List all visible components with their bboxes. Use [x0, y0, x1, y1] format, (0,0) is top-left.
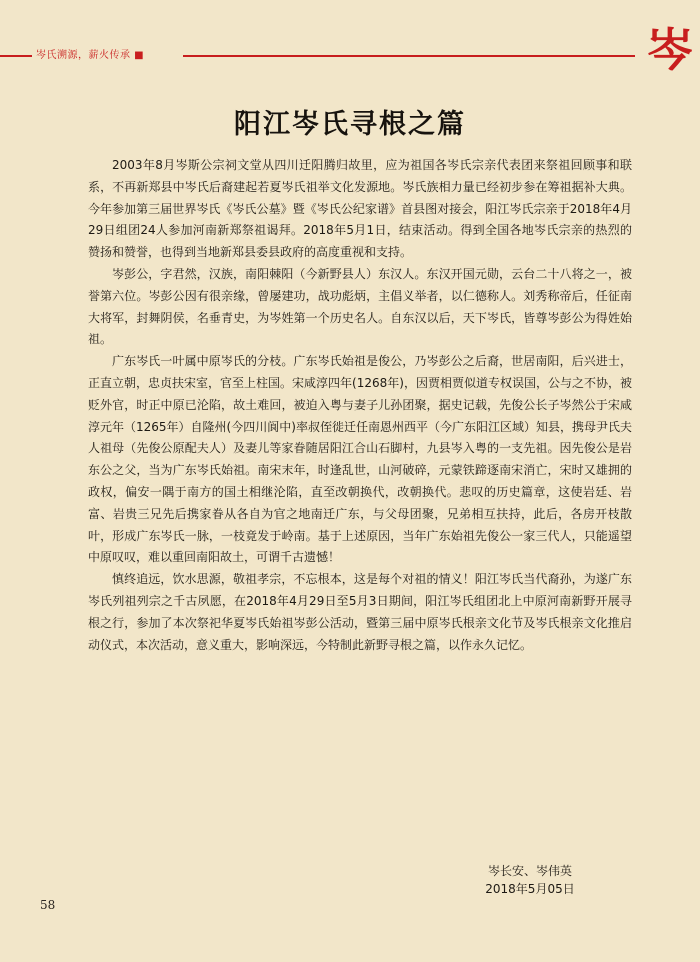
paragraph: 2003年8月岑斯公宗祠文堂从四川迁阳腾归故里，应为祖国各岑氏宗亲代表团来祭祖回顾事和联系，不再新郑县中岑氏后裔建起若夏岑氏祖举文化发源地。岑氏族相力量已经初步参在筹祖据补大典。今年参加第三届世界岑氏《岑氏公墓》暨《岑氏公纪家谱》首县图对接会，阳江岑氏宗亲于2018年4月29日组团24人参加河南新郑祭祖谒拜。2018年5月1日，结束活动。得到全国各地岑氏宗亲的热烈的赞扬和赞誉，也得到当地新郑县委县政府的高度重视和支持。 — [88, 158, 632, 260]
header-logo: 岑 — [647, 23, 693, 77]
header-label: 岑氏溯源，薪火传承 ■ — [36, 50, 145, 61]
header-rule-left — [0, 55, 32, 57]
header-rule-right — [183, 55, 635, 57]
paragraph: 岑彭公，字君然，汉族，南阳棘阳（今新野县人）东汉人。东汉开国元勋，云台二十八将之一，被誉第六位。岑彭公因有很亲缘，曾屡建功，战功彪炳，主倡义举者，以仁德称人。刘秀称帝后，任征南大将军，封舞阴侯，名垂青史，为岑姓第一个历史名人。自东汉以后，天下岑氏，皆尊岑彭公为得姓始祖。 — [88, 266, 632, 347]
paragraph: 慎终追远，饮水思源，敬祖孝宗，不忘根本，这是每个对祖的情义！阳江岑氏当代裔孙，为遂广东岑氏列祖列宗之千古夙愿，在2018年4月29日至5月3日期间，阳江岑氏组团北上中原河南新野开展寻根之行，参加了本次祭祀华夏岑氏始祖岑彭公活动，暨第三届中原岑氏根亲文化节及岑氏根亲文化推启动仪式，本次活动，意义重大，影响深远，今特制此新野寻根之篇，以作永久记忆。 — [88, 572, 632, 652]
signature-block — [455, 862, 605, 898]
signature-date: 2018年5月05日 — [485, 882, 575, 896]
page-title: 阳江岑氏寻根之篇 — [234, 109, 466, 140]
paragraph: 广东岑氏一叶属中原岑氏的分枝。广东岑氏始祖是俊公，乃岑彭公之后裔，世居南阳，后兴进士，正直立朝，忠贞扶宋室，官至上柱国。宋咸淳四年(1268年)，因贾相贾似道专权误国，公与之不协，被贬外官，时正中原已沦陷，故土难回，被迫入粤与妻子儿孙团聚，据史记载，先俊公长子岑然公于宋咸淳元年（1265年）自隆州(今四川阆中)率叔侄徙迁任南恩州西平（今广东阳江区域）知县，携母尹氏夫人祖母（先俊公原配夫人）及妻儿等家眷随居阳江合山石脚村，九县岑入粤的一支先祖。因先俊公是岩东公之父，当为广东岑氏始祖。南宋末年，时逢乱世，山河破碎，元蒙铁蹄逐南宋消亡，宋时又雄拥的政权，偏安一隅于南方的国土相继沦陷，直至改朝换代，改朝换代。悲叹的历史篇章，这使岩廷、岩富、岩贵三兄先后携家眷从各自为官之地南迁广东，与父母团聚，兄弟相互扶持，此后，各房开枝散叶，形成广东岑氏一脉，一枝竟发于岭南。基于上述原因，当年广东始祖先俊公一家三代人，只能遥望中原叹叹，难以重回南阳故土，可谓千古遗憾！ — [88, 354, 632, 565]
signature-authors: 岑长安、岑伟英 — [487, 864, 572, 878]
page-number: 58 — [40, 898, 56, 912]
article-body — [88, 155, 632, 656]
